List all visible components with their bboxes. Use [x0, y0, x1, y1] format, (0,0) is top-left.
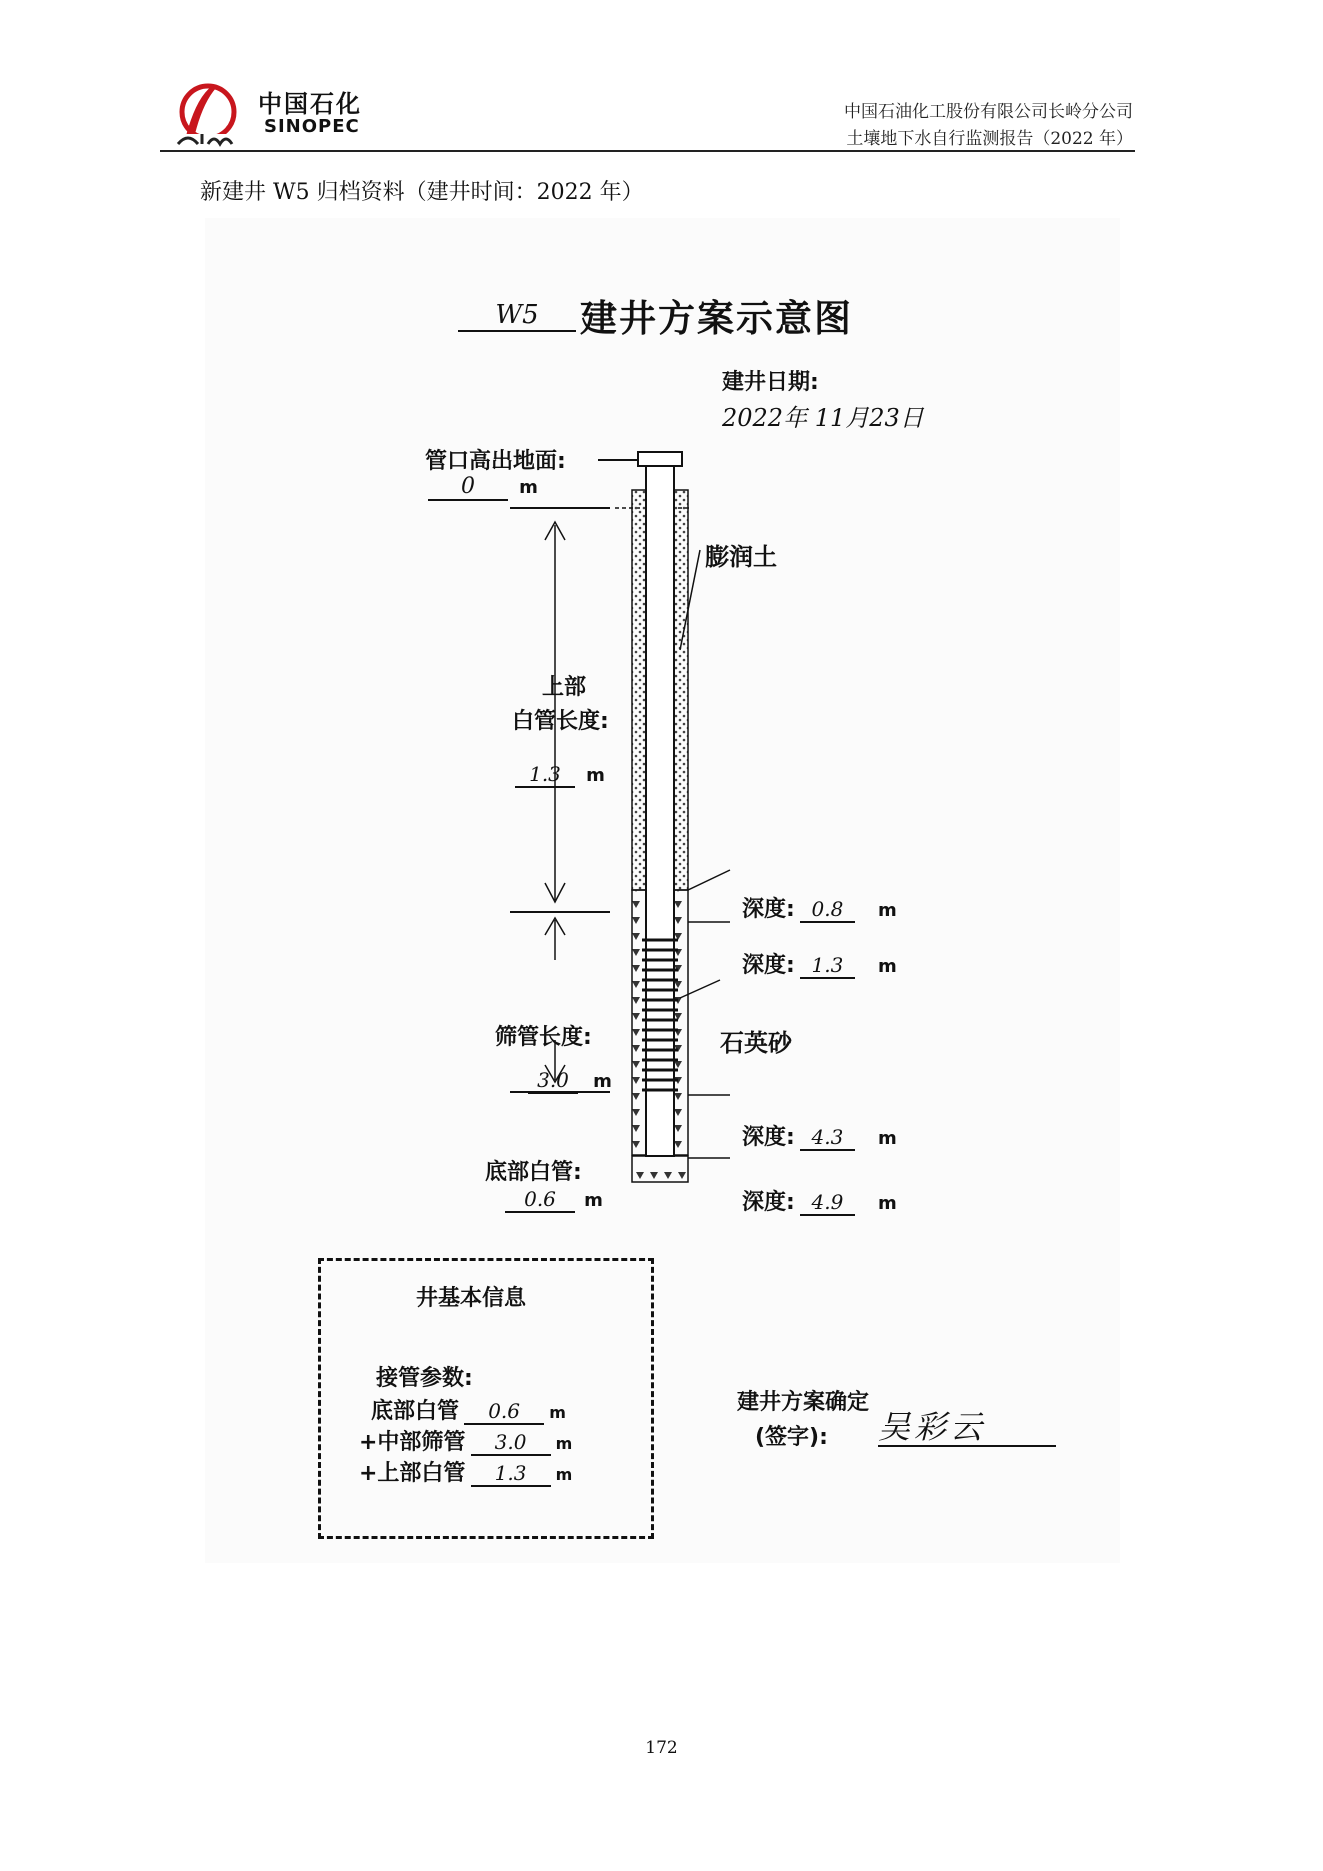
param-label: 底部白管 [371, 1399, 460, 1424]
bottom-pipe-value: 0.6 [505, 1187, 575, 1213]
casing-cap [638, 452, 682, 466]
header-company: 中国石油化工股份有限公司长岭分公司 [844, 102, 1133, 122]
well-id-field [458, 300, 578, 332]
depth-row-2 [742, 948, 897, 979]
well-pipe [646, 466, 674, 1156]
depth-unit: m [878, 1128, 897, 1149]
depth-row-3 [742, 1120, 897, 1151]
casing-height-value: 0 [428, 474, 508, 501]
param-unit: m [549, 1403, 566, 1422]
depth-value: 4.3 [800, 1125, 855, 1151]
screen-label: 筛管长度: [495, 1025, 592, 1050]
depth-label: 深度: [742, 953, 795, 978]
well-info-box [318, 1258, 654, 1539]
bottom-sand [636, 1172, 686, 1179]
date-value: 2022年 11月23日 [722, 404, 924, 432]
upper-pipe-field [515, 762, 605, 788]
depth-label: 深度: [742, 897, 795, 922]
depth-unit: m [878, 956, 897, 977]
well-id: W5 [458, 300, 576, 332]
params-label: 接管参数: [376, 1366, 473, 1391]
depth-value: 1.3 [800, 953, 855, 979]
param-label: +中部筛管 [359, 1430, 466, 1455]
param-label: +上部白管 [359, 1461, 466, 1486]
depth-row-1 [742, 892, 897, 923]
header-report-title: 土壤地下水自行监测报告（2022 年） [846, 129, 1133, 149]
param-row [371, 1394, 566, 1425]
screen-field [528, 1068, 612, 1094]
signature: 吴彩云 [878, 1408, 987, 1446]
depth-unit: m [878, 900, 897, 921]
bottom-pipe-label: 底部白管: [485, 1160, 582, 1185]
date-label: 建井日期: [722, 370, 819, 395]
header-divider [160, 150, 1135, 152]
page-number: 172 [645, 1738, 678, 1758]
param-unit: m [555, 1434, 573, 1453]
info-box-title: 井基本信息 [416, 1286, 527, 1311]
brand-name-en: SINOPEC [264, 116, 360, 137]
param-row [359, 1425, 572, 1456]
brand-name-cn: 中国石化 [258, 90, 362, 118]
param-value: 3.0 [471, 1430, 551, 1456]
depth-value: 4.9 [800, 1190, 855, 1216]
casing-height-label: 管口高出地面: [425, 449, 566, 474]
screen-unit: m [593, 1071, 612, 1092]
diagram-title: 建井方案示意图 [580, 297, 853, 340]
param-value: 0.6 [464, 1399, 544, 1425]
depth-label: 深度: [742, 1125, 795, 1150]
screen-value: 3.0 [528, 1068, 578, 1094]
depth-unit: m [878, 1193, 897, 1214]
param-unit: m [555, 1465, 573, 1484]
upper-pipe-label-2: 白管长度: [512, 709, 609, 734]
sign-label: (签字): [755, 1425, 828, 1450]
upper-pipe-unit: m [586, 765, 605, 786]
depth1-leader [688, 870, 730, 890]
bentonite-label: 膨润土 [705, 543, 777, 571]
confirm-label: 建井方案确定 [737, 1390, 870, 1415]
signature-line [878, 1445, 1056, 1447]
upper-pipe-value: 1.3 [515, 762, 575, 788]
param-value: 1.3 [471, 1461, 551, 1487]
depth-label: 深度: [742, 1190, 795, 1215]
bottom-pipe-field [505, 1187, 603, 1213]
casing-height-unit: m [519, 477, 538, 498]
upper-pipe-label-1: 上部 [542, 675, 587, 700]
depth-value: 0.8 [800, 897, 855, 923]
depth-row-4 [742, 1185, 897, 1216]
quartz-sand-label: 石英砂 [720, 1029, 792, 1057]
section-title: 新建井 W5 归档资料（建井时间：2022 年） [200, 180, 644, 205]
param-row [359, 1456, 572, 1487]
bottom-pipe-unit: m [584, 1190, 603, 1211]
sinopec-logo [168, 78, 258, 148]
